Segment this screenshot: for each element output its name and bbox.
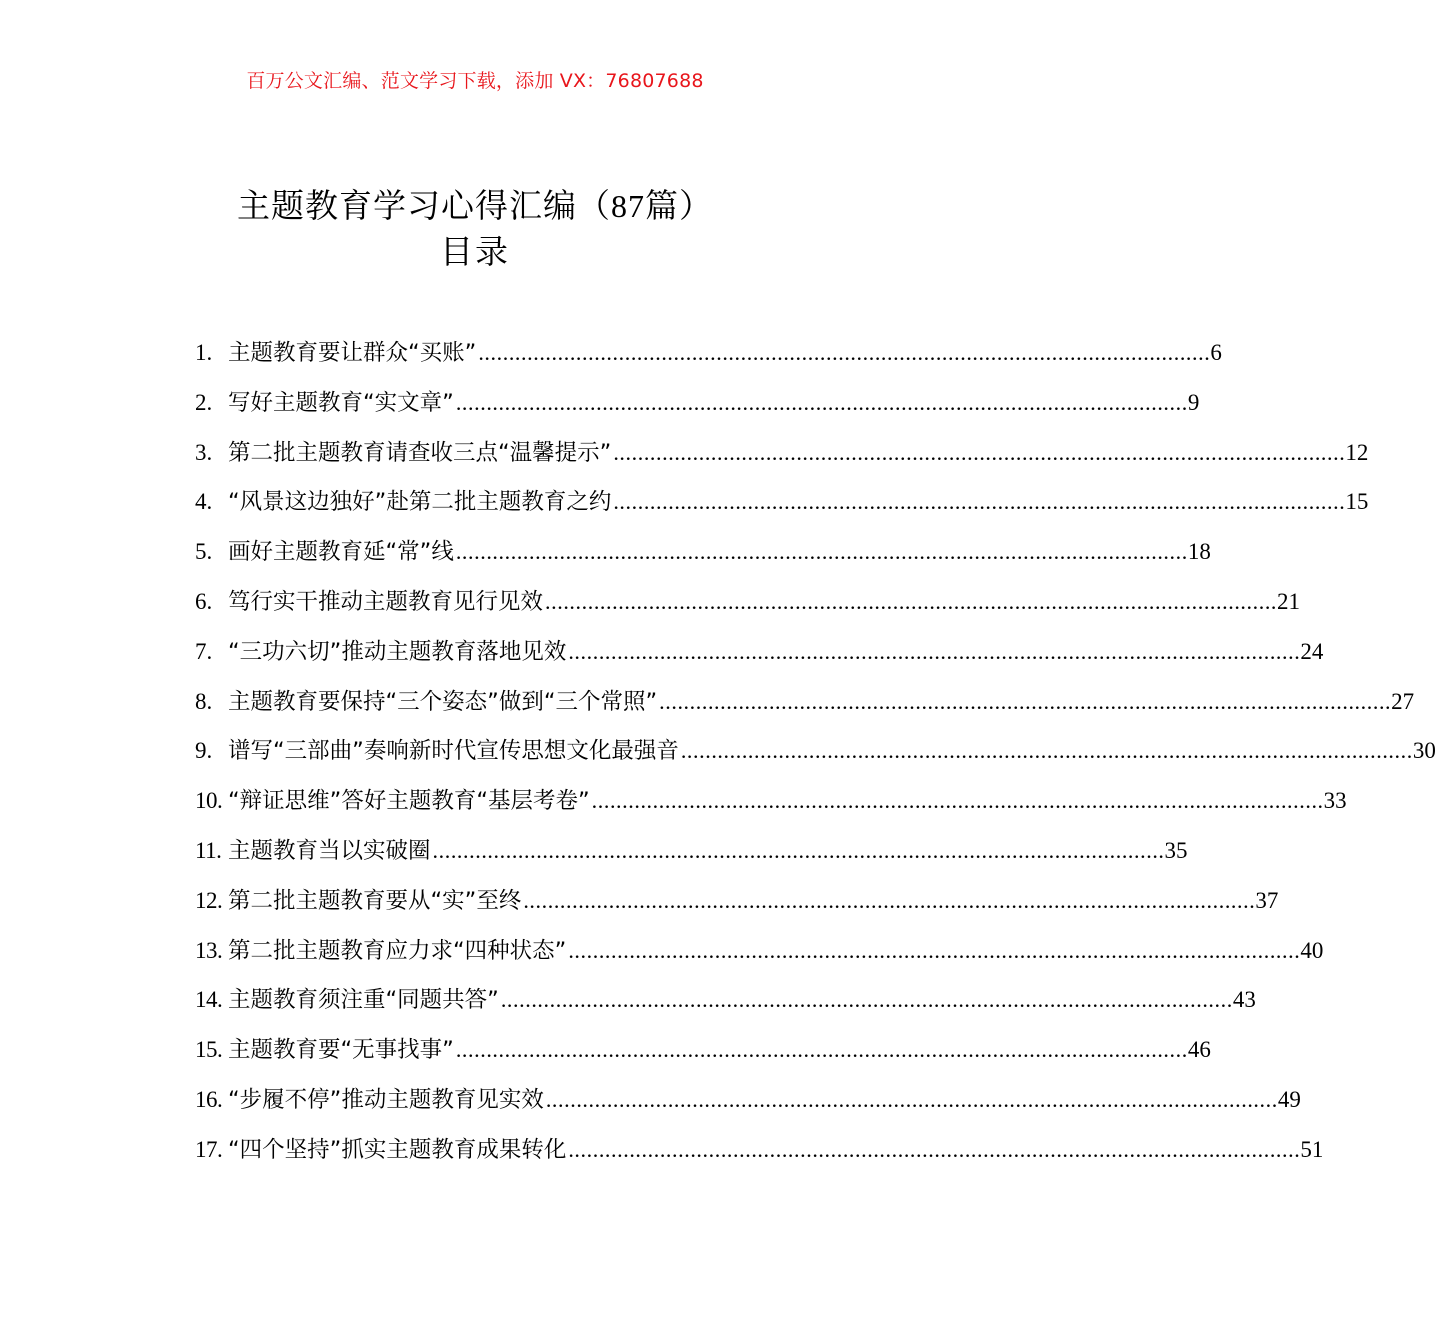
toc-item-number: 2. bbox=[195, 389, 213, 415]
toc-item-number: 17. bbox=[195, 1136, 223, 1162]
toc-item-number: 15. bbox=[195, 1037, 223, 1063]
toc-dot-leader: ........................................................................................................................ bbox=[568, 937, 1301, 963]
toc-item[interactable] bbox=[195, 533, 1211, 583]
title-prefix: 主题教育学习心得汇编（ bbox=[237, 186, 611, 225]
toc-item-title: 第二批主题教育请查收三点“温馨提示” bbox=[228, 439, 612, 466]
toc-item[interactable] bbox=[195, 782, 1347, 832]
toc-item[interactable] bbox=[195, 882, 1279, 932]
toc-dot-leader: ........................................................................................................................ bbox=[432, 837, 1165, 863]
toc-dot-leader: ........................................................................................................................ bbox=[545, 588, 1278, 614]
toc-item-number: 6. bbox=[195, 588, 213, 614]
toc-item-page: 35 bbox=[1164, 837, 1188, 863]
toc-item-page: 51 bbox=[1300, 1136, 1324, 1162]
toc-item-page: 43 bbox=[1232, 987, 1256, 1013]
toc-dot-leader: ........................................................................................................................ bbox=[455, 539, 1188, 565]
toc-item-page: 15 bbox=[1345, 489, 1369, 515]
toc-item-page: 46 bbox=[1187, 1037, 1211, 1063]
toc-item-number: 1. bbox=[195, 340, 213, 365]
toc-item-title: 笃行实干推动主题教育见行见效 bbox=[228, 588, 544, 615]
toc-item-page: 21 bbox=[1277, 588, 1301, 614]
toc-item-page: 37 bbox=[1255, 887, 1279, 913]
toc-item-number: 5. bbox=[195, 539, 213, 565]
toc-item-title: “步履不停”推动主题教育见实效 bbox=[228, 1086, 544, 1113]
toc-item[interactable] bbox=[195, 334, 1222, 384]
table-of-contents bbox=[195, 334, 1436, 1181]
toc-item-number: 9. bbox=[195, 738, 213, 764]
toc-dot-leader: ........................................................................................................................ bbox=[455, 1037, 1188, 1063]
toc-dot-leader: ........................................................................................................................ bbox=[613, 439, 1346, 465]
toc-dot-leader: ........................................................................................................................ bbox=[591, 788, 1324, 814]
title-count: 87 bbox=[611, 188, 645, 224]
toc-item-number: 16. bbox=[195, 1086, 223, 1112]
toc-item-title: 写好主题教育“实文章” bbox=[228, 389, 454, 416]
toc-item[interactable] bbox=[195, 832, 1188, 882]
toc-item[interactable] bbox=[195, 434, 1369, 484]
toc-item-title: 谱写“三部曲”奏响新时代宣传思想文化最强音 bbox=[228, 738, 679, 765]
toc-item-number: 10. bbox=[195, 788, 223, 814]
toc-dot-leader: ........................................................................................................................ bbox=[568, 638, 1301, 664]
toc-item-number: 14. bbox=[195, 987, 223, 1013]
toc-item-title: 第二批主题教育应力求“四种状态” bbox=[228, 937, 567, 964]
toc-item[interactable] bbox=[195, 1131, 1324, 1181]
toc-dot-leader: ........................................................................................................................ bbox=[478, 340, 1211, 365]
toc-dot-leader: ........................................................................................................................ bbox=[455, 389, 1188, 415]
toc-item-page: 49 bbox=[1277, 1086, 1301, 1112]
toc-dot-leader: ........................................................................................................................ bbox=[680, 738, 1413, 764]
toc-item[interactable] bbox=[195, 483, 1369, 533]
toc-item-title: “辩证思维”答好主题教育“基层考卷” bbox=[228, 788, 590, 815]
toc-item-page: 27 bbox=[1391, 688, 1415, 714]
toc-dot-leader: ........................................................................................................................ bbox=[613, 489, 1346, 515]
toc-item[interactable] bbox=[195, 1031, 1211, 1081]
toc-item[interactable] bbox=[195, 683, 1415, 733]
toc-item[interactable] bbox=[195, 633, 1324, 683]
toc-item[interactable] bbox=[195, 384, 1200, 434]
toc-item-number: 11. bbox=[195, 837, 222, 863]
header-promo-note: 百万公文汇编、范文学习下载，添加 VX：76807688 bbox=[246, 70, 704, 92]
toc-item[interactable] bbox=[195, 932, 1324, 982]
toc-item-page: 9 bbox=[1187, 389, 1200, 415]
toc-item-title: “风景这边独好”赴第二批主题教育之约 bbox=[228, 489, 612, 516]
toc-dot-leader: ........................................................................................................................ bbox=[568, 1136, 1301, 1162]
title-suffix: 篇） bbox=[645, 186, 713, 225]
toc-item-number: 13. bbox=[195, 937, 223, 963]
toc-item-page: 12 bbox=[1345, 439, 1369, 465]
toc-item-page: 30 bbox=[1412, 738, 1436, 764]
toc-item-page: 33 bbox=[1323, 788, 1347, 814]
toc-item-page: 40 bbox=[1300, 937, 1324, 963]
toc-item-title: “四个坚持”抓实主题教育成果转化 bbox=[228, 1136, 567, 1163]
toc-item-number: 8. bbox=[195, 688, 213, 714]
toc-item-title: 主题教育须注重“同题共答” bbox=[228, 987, 499, 1014]
toc-dot-leader: ........................................................................................................................ bbox=[545, 1086, 1278, 1112]
toc-heading: 目录 bbox=[440, 232, 510, 271]
toc-dot-leader: ........................................................................................................................ bbox=[659, 688, 1392, 714]
toc-item-page: 18 bbox=[1187, 539, 1211, 565]
toc-item-title: 主题教育当以实破圈 bbox=[228, 837, 431, 864]
toc-item[interactable] bbox=[195, 1081, 1301, 1131]
toc-item[interactable] bbox=[195, 583, 1301, 633]
toc-item-title: 主题教育要保持“三个姿态”做到“三个常照” bbox=[228, 688, 658, 715]
toc-item-number: 4. bbox=[195, 489, 213, 515]
toc-item-page: 24 bbox=[1300, 638, 1324, 664]
toc-item[interactable] bbox=[195, 981, 1256, 1031]
toc-item[interactable] bbox=[195, 732, 1436, 782]
toc-item-title: “三功六切”推动主题教育落地见效 bbox=[228, 638, 567, 665]
toc-item-number: 7. bbox=[195, 638, 213, 664]
toc-item-page: 6 bbox=[1210, 340, 1222, 365]
toc-item-title: 画好主题教育延“常”线 bbox=[228, 539, 454, 566]
toc-dot-leader: ........................................................................................................................ bbox=[523, 887, 1256, 913]
document-title bbox=[0, 184, 950, 228]
toc-item-title: 主题教育要“无事找事” bbox=[228, 1037, 454, 1064]
toc-dot-leader: ........................................................................................................................ bbox=[500, 987, 1233, 1013]
toc-item-number: 3. bbox=[195, 439, 213, 465]
toc-item-number: 12. bbox=[195, 887, 223, 913]
toc-item-title: 主题教育要让群众“买账” bbox=[228, 340, 477, 366]
toc-item-title: 第二批主题教育要从“实”至终 bbox=[228, 887, 522, 914]
